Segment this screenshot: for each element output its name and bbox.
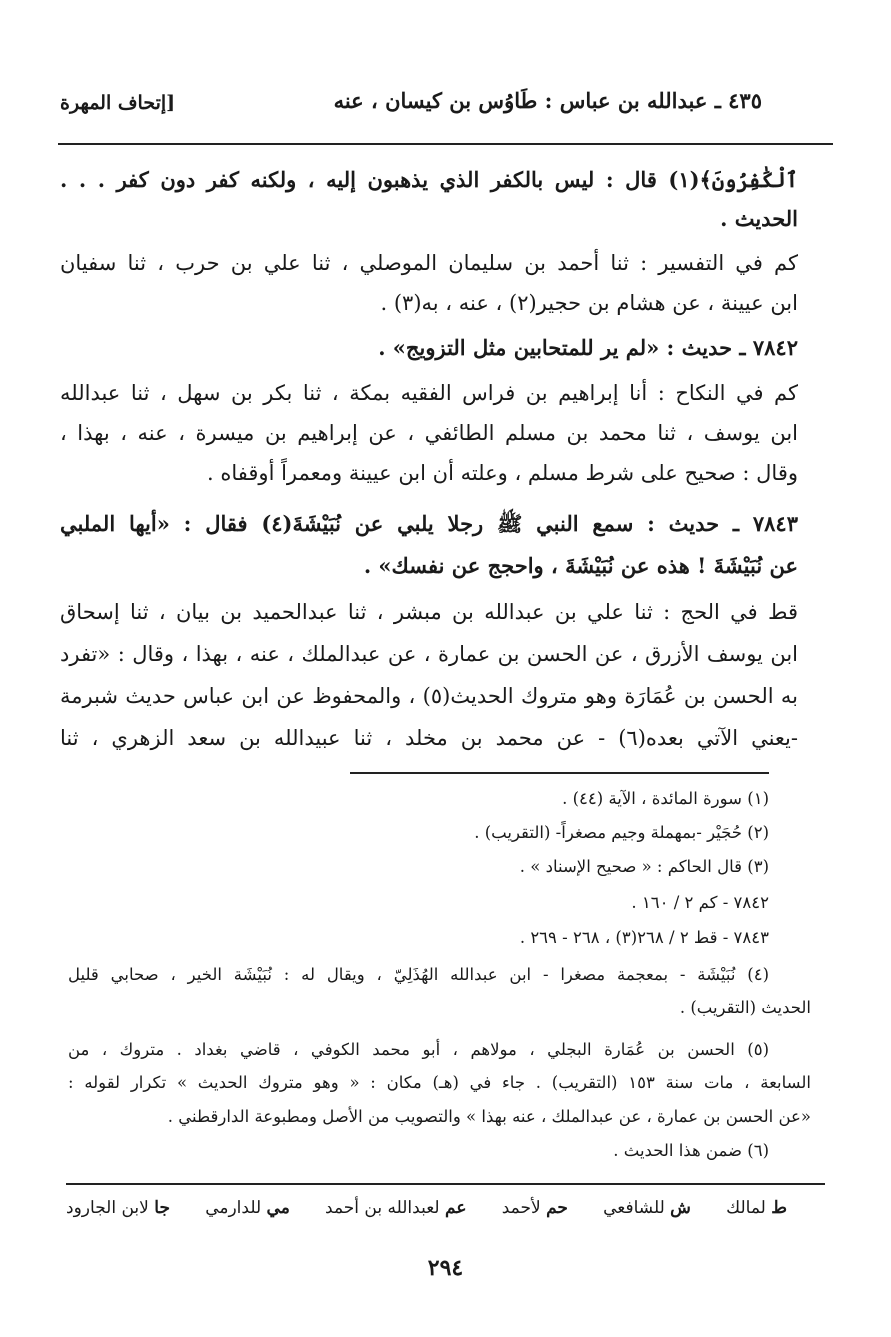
body-line: ابن يوسف ، ثنا محمد بن مسلم الطائفي ، عن إبراهيم بن ميسرة ، عنه ، بهذا ، <box>60 421 798 445</box>
book-title: [إتحاف المهرة <box>60 92 176 114</box>
footnote: «عن الحسن بن عمارة ، عن عبدالملك ، عنه بهذا » والتصويب من الأصل ومطبوعة الدارقطني . <box>167 1107 811 1126</box>
sigla-rule <box>66 1183 825 1185</box>
footnote: ٧٨٤٣ - قط ٢ / ٢٦٨(٣) ، ٢٦٨ - ٢٦٩ . <box>519 928 769 947</box>
footnote: (٢) حُجَيْر -بمهملة وجيم مصغراً- (التقريب) . <box>474 823 769 842</box>
siglum: ط لمالك <box>726 1198 787 1218</box>
footnote: (١) سورة المائدة ، الآية (٤٤) . <box>562 789 769 808</box>
entry-7842-heading: ٧٨٤٢ ـ حديث : «لم ير للمتحابين مثل التزويج» . <box>378 335 798 360</box>
footnote: (٤) نُبَيْشَة - بمعجمة مصغرا - ابن عبدالله الهُذَلِيّ ، ويقال له : نُبَيْشَة الخير ، صحابي قليل <box>68 965 769 984</box>
siglum: مي للدارمي <box>205 1198 290 1218</box>
sigla-legend <box>66 1198 787 1218</box>
body-line: عن نُبَيْشَةَ ! هذه عن نُبَيْشَةَ ، واحجج عن نفسك» . <box>363 553 798 578</box>
footnote: (٣) قال الحاكم : « صحيح الإسناد » . <box>519 857 769 876</box>
body-line: قط في الحج : ثنا علي بن عبدالله بن مبشر ، ثنا عبدالحميد بن بيان ، ثنا إسحاق <box>60 600 798 624</box>
body-line: الحديث . <box>720 206 798 231</box>
siglum: ش للشافعي <box>603 1198 691 1218</box>
siglum: عم لعبدالله بن أحمد <box>325 1198 467 1218</box>
footnote: (٦) ضمن هذا الحديث . <box>613 1141 769 1160</box>
siglum: جا لابن الجارود <box>66 1198 170 1218</box>
body-line: وقال : صحيح على شرط مسلم ، وعلته أن ابن عيينة ومعمراً أوقفاه . <box>207 461 798 485</box>
running-title: ٤٣٥ ـ عبدالله بن عباس : طَاوُس بن كيسان ، عنه <box>333 88 762 113</box>
footnote: (٥) الحسن بن عُمَارة البجلي ، مولاهم ، أبو محمد الكوفي ، قاضي بغداد . متروك ، من <box>68 1040 769 1059</box>
header-rule <box>58 143 833 145</box>
page-number: ٢٩٤ <box>427 1255 464 1281</box>
body-line: ابن يوسف الأزرق ، عن الحسن بن عمارة ، عن عبدالملك ، عنه ، بهذا ، وقال : «تفرد <box>60 642 798 666</box>
footnote: الحديث (التقريب) . <box>679 998 811 1017</box>
body-line: كم في التفسير : ثنا أحمد بن سليمان الموصلي ، ثنا علي بن حرب ، ثنا سفيان <box>60 251 798 275</box>
body-line: به الحسن بن عُمَارَة وهو متروك الحديث(٥) ، والمحفوظ عن ابن عباس حديث شبرمة <box>60 684 798 708</box>
body-line: كم في النكاح : أنا إبراهيم بن فراس الفقيه بمكة ، ثنا بكر بن سهل ، ثنا عبدالله <box>60 381 798 405</box>
entry-7843-heading: ٧٨٤٣ ـ حديث : سمع النبي ﷺ رجلا يلبي عن نُبَيْشَةَ(٤) فقال : «أيها الملبي <box>60 511 798 536</box>
siglum: حم لأحمد <box>501 1198 568 1218</box>
body-line: ٱلْكَٰفِرُونَ﴾(١) قال : ليس بالكفر الذي يذهبون إليه ، ولكنه كفر دون كفر . . . <box>60 167 798 192</box>
body-line: -يعني الآتي بعده(٦) - عن محمد بن مخلد ، ثنا عبيدالله بن سعد الزهري ، ثنا <box>60 726 798 750</box>
body-line: ابن عيينة ، عن هشام بن حجير(٢) ، عنه ، به(٣) . <box>380 291 798 315</box>
footnote: السابعة ، مات سنة ١٥٣ (التقريب) . جاء في (هـ) مكان : « وهو متروك الحديث » تكرار لقوله : <box>68 1073 811 1092</box>
footnote: ٧٨٤٢ - كم ٢ / ١٦٠ . <box>631 893 769 912</box>
footnote-rule <box>350 772 769 774</box>
